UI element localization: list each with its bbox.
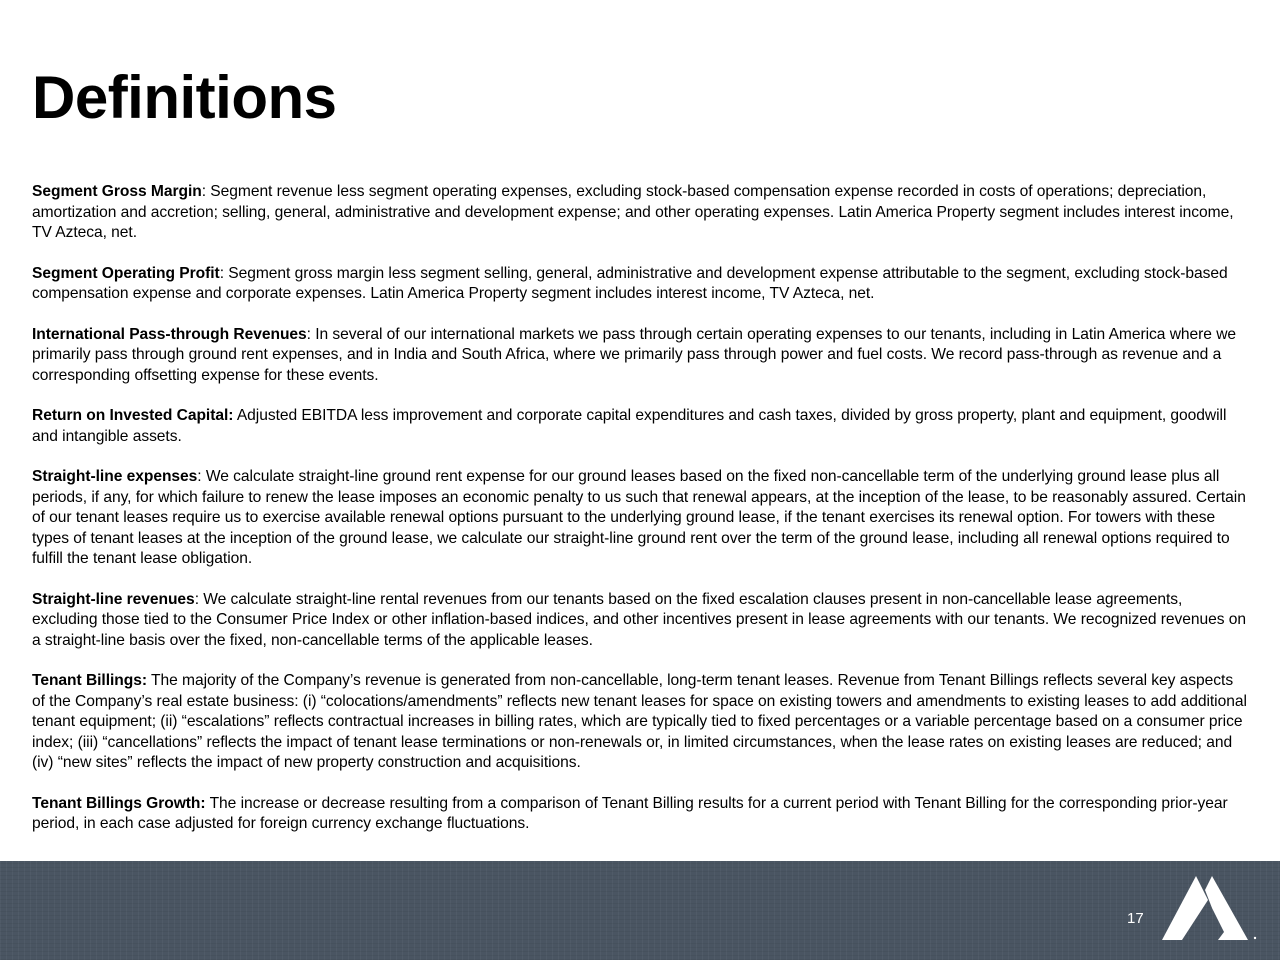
definition-text: Segment revenue less segment operating expenses, excluding stock-based compensation expense recorded in costs of operations; depreciation, amortization and accretion; selling, general, administrative and development expense; and other operating expenses. Latin America Property segment includes interest income, TV Azteca, net. [32,183,1234,241]
page-number: 17 [1127,910,1144,927]
definition-term: Tenant Billings: [32,672,147,689]
logo-trademark-dot [1254,937,1256,939]
footer-bar [0,861,1280,960]
page-title: Definitions [32,64,337,131]
definition-separator: : [306,325,316,343]
definition-text: In several of our international markets we pass through certain operating expenses to our tenants, including in Latin America where we primarily pass through ground rent expenses, and in India and South Africa, where we primarily pass through power and fuel costs. We record pass-through as revenue and a corresponding offsetting expense for these events. [32,325,1237,384]
definition-segment-operating-profit [32,264,1250,305]
definition-term: Tenant Billings Growth: [32,794,206,812]
definition-return-on-invested-capital [32,406,1250,447]
definition-term: Segment Operating Profit [32,264,220,282]
definition-text: Adjusted EBITDA less improvement and corporate capital expenditures and cash taxes, divided by gross property, plant and equipment, goodwill and intangible assets. [32,407,1227,445]
definition-international-pass-through-revenues [32,325,1250,387]
definition-term: International Pass-through Revenues [32,325,307,343]
definition-term: Straight-line revenues [32,590,195,608]
logo-left-shape [1162,876,1208,940]
definition-tenant-billings [32,671,1250,774]
definition-text: We calculate straight-line rental revenues from our tenants based on the fixed escalation clauses present in non-cancellable lease agreements, excluding those tied to the Consumer Price Index or other inflation-based indices, and other incentives present in lease agreements with our tenants. We recognized revenues on a straight-line basis over the fixed, non-cancellable terms of the applicable leases. [32,590,1247,649]
definition-term: Segment Gross Margin [32,183,202,200]
definition-term: Straight-line expenses [32,468,198,485]
definition-separator: : [194,590,204,608]
definitions-list [32,182,1250,855]
definition-text: The increase or decrease resulting from a comparison of Tenant Billing results for a current period with Tenant Billing for the corresponding prior-year period, in each case adjusted for foreign currency exchange fluctuations. [32,794,1228,832]
company-logo-icon [1158,872,1258,944]
definition-text: Segment gross margin less segment selling, general, administrative and development expense attributable to the segment, excluding stock-based compensation expense and corporate expenses. Latin America Property segment includes interest income, TV Azteca, net. [32,264,1228,302]
definition-separator: : [197,468,206,485]
definition-separator: : [219,264,229,282]
definition-term: Return on Invested Capital: [32,407,234,424]
definition-segment-gross-margin [32,182,1250,244]
definition-text: The majority of the Company’s revenue is generated from non-cancellable, long-term tenant leases. Revenue from Tenant Billings reflects several key aspects of the Company’s real estate business: (i) “colocations/amendments” reflects new tenant leases for space on existing towers and amendments to existing leases to add additional tenant equipment; (ii) “escalations” reflects contractual increases in billing rates, which are typically tied to fixed percentages or a variable percentage based on a consumer price index; (iii) “cancellations” reflects the impact of tenant lease terminations or non-renewals or, in limited circumstances, when the lease rates on existing leases are reduced; and (iv) “new sites” reflects the impact of new property construction and acquisitions. [32,672,1247,771]
definition-straight-line-expenses [32,467,1250,570]
definition-tenant-billings-growth [32,794,1250,835]
definition-straight-line-revenues [32,590,1250,652]
logo-right-shape [1205,876,1248,940]
definition-separator: : [201,183,211,200]
definition-text: We calculate straight-line ground rent expense for our ground leases based on the fixed non-cancellable term of the underlying ground lease plus all periods, if any, for which failure to renew the lease imposes an economic penalty to us such that renewal appears, at the inception of the lease, to be reasonably assured. Certain of our tenant leases require us to exercise available renewal options pursuant to the underlying ground lease, if the tenant exercises its renewal option. For towers with these types of tenant leases at the inception of the ground lease, we calculate our straight-line ground rent over the term of the ground lease, including all renewal options required to fulfill the tenant lease obligation. [32,468,1246,567]
